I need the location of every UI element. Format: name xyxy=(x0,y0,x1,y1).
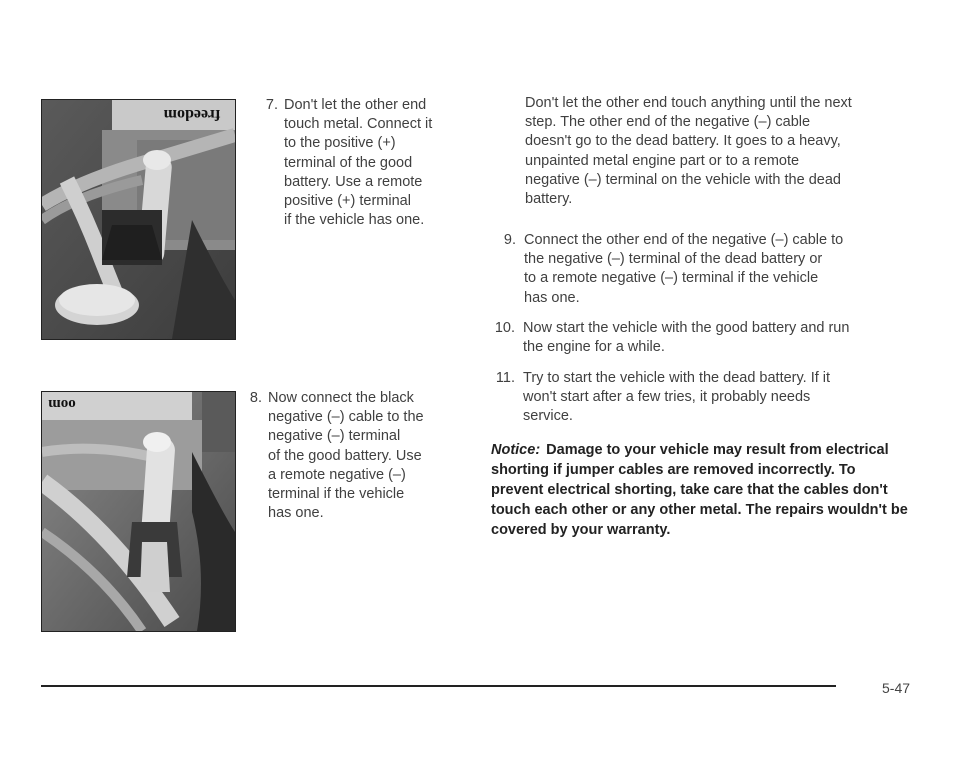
step-11-text: Try to start the vehicle with the dead battery. If it won't start after a few tries, it probably needs service. xyxy=(523,370,831,425)
continuation-paragraph xyxy=(525,94,925,209)
step-11 xyxy=(495,369,923,427)
step-10 xyxy=(494,319,923,357)
continuation-text: Don't let the other end touch anything until the next step. The other end of the negative (–) cable doesn't go to the dead battery. It goes to a heavy, unpainted metal engine part or to a remote negative (–) terminal on the vehicle with the dead battery. xyxy=(525,95,852,208)
step-7 xyxy=(265,96,484,230)
step-9-number: 9. xyxy=(503,232,516,248)
step-8-text: Now connect the black negative (–) cable to the negative (–) terminal of the good battery. Use a remote negative (–) terminal if the vehicle has one. xyxy=(268,390,424,522)
battery-brand-label-2: oom xyxy=(48,396,76,412)
step-7-number: 7. xyxy=(265,97,278,113)
page-number: 5-47 xyxy=(882,680,911,696)
step-11-number: 11. xyxy=(495,370,515,386)
footer-rule xyxy=(41,685,836,687)
step-8-number: 8. xyxy=(249,390,262,406)
notice-label: Notice: xyxy=(491,442,541,458)
step-10-number: 10. xyxy=(494,320,515,336)
battery-brand-label: freedom xyxy=(163,106,221,123)
negative-terminal-photo xyxy=(41,391,236,632)
step-9 xyxy=(503,231,924,308)
step-10-text: Now start the vehicle with the good battery and run the engine for a while. xyxy=(523,320,850,356)
step-7-text: Don't let the other end touch metal. Connect it to the positive (+) terminal of the good battery. Use a remote positive (+) terminal if the vehicle has one. xyxy=(284,97,433,229)
notice-warning xyxy=(491,440,911,540)
positive-terminal-photo xyxy=(41,99,236,340)
notice-text: Damage to your vehicle may result from electrical shorting if jumper cables are removed incorrectly. To prevent electrical shorting, take care that the cables don't touch each other or any other metal. The repairs wouldn't be covered by your warranty. xyxy=(491,442,908,538)
step-8 xyxy=(249,389,468,523)
step-9-text: Connect the other end of the negative (–) cable to the negative (–) terminal of the dead battery or to a remote negative (–) terminal if the vehicle has one. xyxy=(524,232,844,306)
